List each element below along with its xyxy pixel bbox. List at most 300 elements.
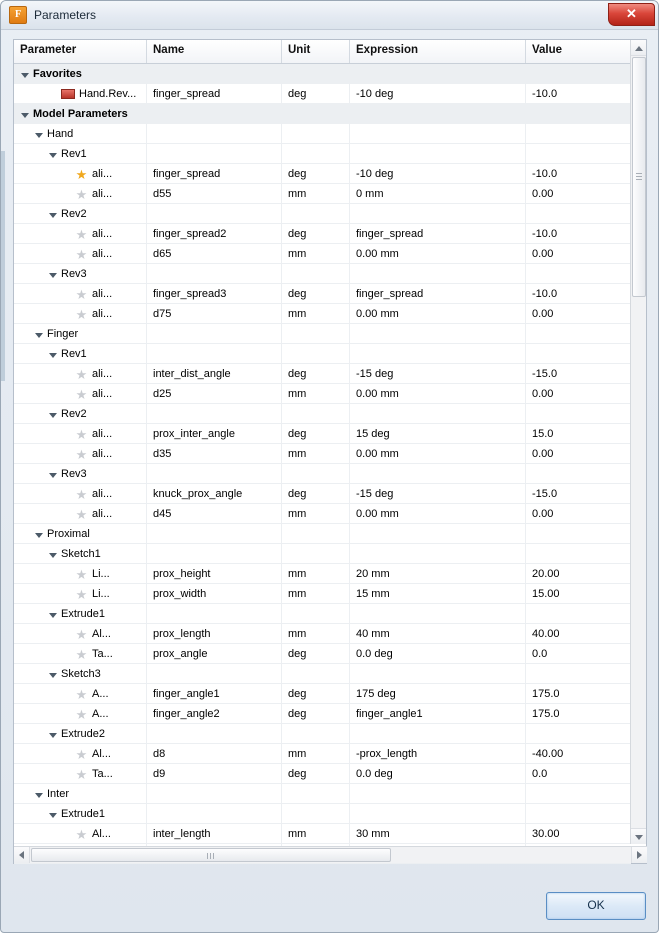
table-row[interactable] — [14, 144, 631, 164]
cell-unit[interactable] — [282, 804, 350, 823]
cell-name[interactable]: prox_height — [147, 564, 282, 583]
cell-value[interactable]: 20.00 — [532, 568, 560, 580]
cell-expression[interactable]: 15 deg — [350, 424, 526, 443]
cell-parameter — [14, 224, 147, 243]
table-row[interactable] — [14, 84, 631, 104]
tree-spacer-icon — [62, 569, 73, 580]
table-row[interactable] — [14, 704, 631, 724]
table-row[interactable] — [14, 124, 631, 144]
cell-name[interactable]: d75 — [147, 304, 282, 323]
table-row[interactable] — [14, 724, 631, 744]
cell-value[interactable] — [526, 324, 630, 343]
cell-expression[interactable]: -10 deg — [350, 164, 526, 183]
horizontal-scroll-thumb[interactable] — [31, 848, 391, 862]
table-row[interactable] — [14, 604, 631, 624]
table-row[interactable] — [14, 384, 631, 404]
cell-value[interactable]: -10.0 — [532, 228, 558, 240]
cell-expression[interactable]: 0.0 deg — [350, 764, 526, 783]
cell-unit[interactable]: mm — [282, 304, 350, 323]
cell-unit[interactable]: deg — [282, 764, 350, 783]
cell-name[interactable] — [147, 124, 282, 143]
cell-unit[interactable]: mm — [282, 444, 350, 463]
cell-unit[interactable]: mm — [282, 504, 350, 523]
parameter-badge-icon — [61, 89, 75, 99]
cell-value[interactable]: 15.00 — [532, 588, 560, 600]
cell-name[interactable] — [147, 524, 282, 543]
expand-arrow-icon[interactable] — [48, 469, 59, 480]
table-row[interactable] — [14, 424, 631, 444]
cell-value[interactable] — [526, 464, 630, 483]
close-icon[interactable]: ✕ — [608, 3, 655, 26]
table-row[interactable] — [14, 184, 631, 204]
cell-value[interactable] — [526, 64, 630, 83]
cell-name[interactable] — [147, 404, 282, 423]
table-row[interactable] — [14, 544, 631, 564]
tree-spacer-icon — [62, 449, 73, 460]
cell-value[interactable] — [526, 804, 630, 823]
cell-expression[interactable]: finger_spread — [350, 224, 526, 243]
table-row[interactable] — [14, 584, 631, 604]
favorite-star-icon[interactable]: ★ — [75, 826, 88, 842]
expand-arrow-icon[interactable] — [48, 269, 59, 280]
cell-expression[interactable] — [350, 524, 526, 543]
cell-name[interactable] — [147, 344, 282, 363]
cell-name[interactable]: d55 — [147, 184, 282, 203]
expand-arrow-icon[interactable] — [34, 129, 45, 140]
cell-parameter — [14, 264, 147, 283]
cell-parameter — [14, 164, 147, 183]
expand-arrow-icon[interactable] — [20, 109, 31, 120]
cell-unit[interactable]: mm — [282, 244, 350, 263]
cell-name[interactable] — [147, 724, 282, 743]
scroll-right-icon[interactable] — [631, 847, 647, 863]
cell-unit[interactable]: mm — [282, 384, 350, 403]
parameter-label: ali... — [92, 388, 113, 400]
tree-spacer-icon — [62, 289, 73, 300]
cell-value[interactable]: 30.00 — [532, 828, 560, 840]
cell-unit[interactable] — [282, 204, 350, 223]
expand-arrow-icon[interactable] — [34, 329, 45, 340]
cell-unit[interactable]: deg — [282, 284, 350, 303]
table-rows — [14, 64, 631, 844]
cell-name[interactable] — [147, 104, 282, 123]
cell-expression[interactable] — [350, 144, 526, 163]
favorite-star-icon[interactable]: ★ — [75, 586, 88, 602]
cell-name[interactable] — [147, 144, 282, 163]
cell-unit[interactable] — [282, 124, 350, 143]
parameters-table — [13, 39, 647, 864]
cell-name[interactable] — [147, 604, 282, 623]
favorite-star-icon[interactable]: ★ — [75, 506, 88, 522]
table-row[interactable] — [14, 504, 631, 524]
cell-unit[interactable] — [282, 264, 350, 283]
cell-unit[interactable] — [282, 544, 350, 563]
parameter-label: Rev2 — [61, 408, 87, 420]
cell-name[interactable] — [147, 64, 282, 83]
parameter-label: Extrude1 — [61, 808, 106, 820]
cell-expression[interactable]: 0.00 mm — [350, 244, 526, 263]
cell-name[interactable]: prox_inter_angle — [147, 424, 282, 443]
parameter-label: ali... — [92, 508, 113, 520]
table-row[interactable] — [14, 164, 631, 184]
table-row[interactable] — [14, 684, 631, 704]
cell-name[interactable]: knuck_prox_angle — [147, 484, 282, 503]
cell-value[interactable] — [526, 144, 630, 163]
cell-expression[interactable]: 0.00 mm — [350, 504, 526, 523]
cell-value[interactable] — [526, 264, 630, 283]
cell-parameter — [14, 724, 147, 743]
cell-value[interactable]: 175.0 — [532, 708, 560, 720]
cell-unit[interactable] — [282, 604, 350, 623]
parameter-label: Hand — [47, 128, 74, 140]
cell-parameter — [14, 664, 147, 683]
cell-expression[interactable]: -15 deg — [350, 484, 526, 503]
parameter-label: Proximal — [47, 528, 90, 540]
table-row[interactable] — [14, 484, 631, 504]
table-row[interactable] — [14, 744, 631, 764]
cell-unit[interactable]: deg — [282, 704, 350, 723]
cell-name[interactable] — [147, 804, 282, 823]
parameter-label: Rev2 — [61, 208, 87, 220]
expand-arrow-icon[interactable] — [48, 729, 59, 740]
table-row[interactable] — [14, 344, 631, 364]
cell-expression[interactable] — [350, 124, 526, 143]
cell-unit[interactable]: mm — [282, 564, 350, 583]
expand-arrow-icon[interactable] — [48, 409, 59, 420]
column-header-value[interactable]: Value — [532, 44, 563, 56]
tree-spacer-icon — [62, 429, 73, 440]
cell-expression[interactable] — [350, 404, 526, 423]
table-row[interactable] — [14, 464, 631, 484]
expand-arrow-icon[interactable] — [34, 789, 45, 800]
cell-expression[interactable]: 15 mm — [350, 584, 526, 603]
scroll-up-icon[interactable] — [631, 40, 646, 56]
cell-unit[interactable]: mm — [282, 624, 350, 643]
expand-arrow-icon[interactable] — [48, 669, 59, 680]
favorite-star-icon[interactable]: ★ — [75, 766, 88, 782]
scroll-left-icon[interactable] — [14, 847, 30, 863]
cell-expression[interactable]: -15 deg — [350, 364, 526, 383]
dialog-content — [1, 29, 658, 932]
cell-name[interactable] — [147, 464, 282, 483]
tree-spacer-icon — [62, 169, 73, 180]
cell-unit[interactable] — [282, 464, 350, 483]
cell-expression[interactable] — [350, 464, 526, 483]
cell-name[interactable]: inter_length — [147, 824, 282, 843]
cell-value[interactable]: 15.0 — [532, 428, 554, 440]
cell-parameter — [14, 524, 147, 543]
cell-unit[interactable]: deg — [282, 424, 350, 443]
cell-unit[interactable]: mm — [282, 744, 350, 763]
parameter-label: Sketch1 — [61, 548, 101, 560]
parameter-label: ali... — [92, 488, 113, 500]
table-row[interactable] — [14, 784, 631, 804]
cell-parameter — [14, 204, 147, 223]
cell-unit[interactable]: deg — [282, 84, 350, 103]
cell-expression[interactable]: 0.00 mm — [350, 444, 526, 463]
cell-expression[interactable] — [350, 104, 526, 123]
cell-unit[interactable]: mm — [282, 584, 350, 603]
cell-name[interactable]: inter_dist_angle — [147, 364, 282, 383]
cell-value[interactable]: 0.0 — [532, 648, 548, 660]
table-row[interactable] — [14, 364, 631, 384]
cell-name[interactable]: finger_spread2 — [147, 224, 282, 243]
cell-value[interactable] — [526, 104, 630, 123]
table-row[interactable] — [14, 284, 631, 304]
table-row[interactable] — [14, 824, 631, 844]
cell-expression[interactable] — [350, 804, 526, 823]
cell-expression[interactable] — [350, 64, 526, 83]
column-header-name[interactable]: Name — [147, 40, 282, 63]
cell-unit[interactable] — [282, 104, 350, 123]
table-row[interactable] — [14, 444, 631, 464]
cell-parameter — [14, 684, 147, 703]
cell-unit[interactable] — [282, 784, 350, 803]
favorite-star-icon[interactable]: ★ — [75, 686, 88, 702]
expand-arrow-icon[interactable] — [48, 349, 59, 360]
favorite-star-icon[interactable]: ★ — [75, 366, 88, 382]
cell-expression[interactable] — [350, 664, 526, 683]
table-row[interactable] — [14, 204, 631, 224]
table-row[interactable] — [14, 244, 631, 264]
tree-spacer-icon — [62, 509, 73, 520]
cell-unit[interactable] — [282, 524, 350, 543]
vertical-scrollbar[interactable] — [630, 40, 646, 844]
cell-unit[interactable] — [282, 664, 350, 683]
favorite-star-icon[interactable]: ★ — [75, 186, 88, 202]
table-row[interactable] — [14, 304, 631, 324]
cell-name[interactable] — [147, 324, 282, 343]
table-row[interactable] — [14, 324, 631, 344]
table-row[interactable] — [14, 564, 631, 584]
cell-parameter — [14, 324, 147, 343]
tree-spacer-icon — [62, 189, 73, 200]
tree-spacer-icon — [62, 489, 73, 500]
cell-expression[interactable] — [350, 324, 526, 343]
cell-expression[interactable]: 0.0 deg — [350, 644, 526, 663]
parameter-label: ali... — [92, 448, 113, 460]
table-row[interactable] — [14, 764, 631, 784]
cell-name[interactable] — [147, 544, 282, 563]
favorite-star-icon[interactable]: ★ — [75, 286, 88, 302]
cell-unit[interactable] — [282, 324, 350, 343]
table-row[interactable] — [14, 624, 631, 644]
tree-spacer-icon — [48, 89, 59, 100]
favorite-star-icon[interactable]: ★ — [75, 486, 88, 502]
table-row[interactable] — [14, 264, 631, 284]
cell-name[interactable] — [147, 204, 282, 223]
cell-expression[interactable] — [350, 264, 526, 283]
cell-value[interactable] — [526, 344, 630, 363]
tree-spacer-icon — [62, 249, 73, 260]
cell-unit[interactable]: deg — [282, 224, 350, 243]
cell-name[interactable]: d8 — [147, 744, 282, 763]
favorite-star-icon[interactable]: ★ — [75, 446, 88, 462]
favorite-star-icon[interactable]: ★ — [75, 566, 88, 582]
cell-value[interactable] — [526, 204, 630, 223]
cell-name[interactable]: finger_spread — [147, 164, 282, 183]
cell-unit[interactable]: deg — [282, 644, 350, 663]
scroll-down-icon[interactable] — [631, 828, 646, 844]
expand-arrow-icon[interactable] — [48, 209, 59, 220]
cell-parameter — [14, 444, 147, 463]
cell-value[interactable] — [526, 544, 630, 563]
cell-expression[interactable]: 0 mm — [350, 184, 526, 203]
cell-expression[interactable] — [350, 604, 526, 623]
cell-value[interactable]: -40.00 — [532, 748, 564, 760]
expand-arrow-icon[interactable] — [48, 809, 59, 820]
favorite-star-icon[interactable]: ★ — [75, 426, 88, 442]
cell-expression[interactable]: -prox_length — [350, 744, 526, 763]
cell-expression[interactable]: 30 mm — [350, 824, 526, 843]
column-header-expression[interactable]: Expression — [350, 40, 526, 63]
cell-expression[interactable] — [350, 724, 526, 743]
cell-name[interactable]: d65 — [147, 244, 282, 263]
table-row[interactable] — [14, 104, 631, 124]
cell-name[interactable]: prox_length — [147, 624, 282, 643]
parameter-label: Rev3 — [61, 268, 87, 280]
cell-value[interactable]: 175.0 — [532, 688, 560, 700]
parameter-label: Al... — [92, 828, 111, 840]
table-row[interactable] — [14, 664, 631, 684]
cell-value[interactable]: -15.0 — [532, 488, 558, 500]
favorite-star-icon[interactable]: ★ — [75, 626, 88, 642]
parameter-label: Favorites — [33, 68, 82, 80]
cell-unit[interactable]: deg — [282, 164, 350, 183]
cell-parameter — [14, 284, 147, 303]
cell-parameter — [14, 64, 147, 83]
cell-unit[interactable]: mm — [282, 184, 350, 203]
favorite-star-icon[interactable]: ★ — [75, 386, 88, 402]
parameter-label: A... — [92, 708, 109, 720]
parameter-label: Extrude2 — [61, 728, 106, 740]
cell-name[interactable]: d25 — [147, 384, 282, 403]
favorite-star-icon[interactable]: ★ — [75, 746, 88, 762]
cell-value[interactable]: 0.00 — [532, 508, 554, 520]
cell-expression[interactable]: 0.00 mm — [350, 304, 526, 323]
cell-unit[interactable]: deg — [282, 684, 350, 703]
cell-parameter — [14, 544, 147, 563]
cell-name[interactable]: finger_angle1 — [147, 684, 282, 703]
table-row[interactable] — [14, 524, 631, 544]
vertical-scroll-thumb[interactable] — [632, 57, 646, 297]
cell-value[interactable]: 40.00 — [532, 628, 560, 640]
cell-expression[interactable]: finger_angle1 — [350, 704, 526, 723]
cell-unit[interactable] — [282, 64, 350, 83]
parameter-label: Finger — [47, 328, 79, 340]
cell-name[interactable]: prox_angle — [147, 644, 282, 663]
table-row[interactable] — [14, 404, 631, 424]
cell-unit[interactable] — [282, 344, 350, 363]
favorite-star-icon[interactable]: ★ — [75, 646, 88, 662]
fusion-f-icon: F — [9, 6, 27, 24]
favorite-star-filled-icon[interactable]: ★ — [75, 166, 88, 182]
cell-value[interactable] — [526, 784, 630, 803]
cell-name[interactable] — [147, 784, 282, 803]
cell-unit[interactable] — [282, 724, 350, 743]
cell-expression[interactable]: 175 deg — [350, 684, 526, 703]
cell-value[interactable] — [526, 524, 630, 543]
cell-expression[interactable] — [350, 204, 526, 223]
cell-value[interactable]: 0.00 — [532, 448, 554, 460]
parameter-label: ali... — [92, 368, 113, 380]
cell-expression[interactable]: 40 mm — [350, 624, 526, 643]
cell-expression[interactable]: -10 deg — [350, 84, 526, 103]
cell-expression[interactable] — [350, 344, 526, 363]
parameter-label: ali... — [92, 308, 113, 320]
column-header-parameter[interactable]: Parameter — [14, 40, 147, 63]
cell-parameter — [14, 464, 147, 483]
cell-value[interactable]: 0.00 — [532, 308, 554, 320]
table-row[interactable] — [14, 644, 631, 664]
cell-value[interactable]: 0.00 — [532, 188, 554, 200]
column-header-unit[interactable]: Unit — [282, 40, 350, 63]
parameter-label: Ta... — [92, 768, 113, 780]
favorite-star-icon[interactable]: ★ — [75, 226, 88, 242]
cell-value[interactable]: 0.00 — [532, 388, 554, 400]
cell-expression[interactable]: 0.00 mm — [350, 384, 526, 403]
cell-parameter — [14, 124, 147, 143]
cell-value[interactable]: -10.0 — [532, 168, 558, 180]
cell-value[interactable] — [526, 124, 630, 143]
table-row[interactable] — [14, 64, 631, 84]
parameter-label: Li... — [92, 588, 110, 600]
expand-arrow-icon[interactable] — [34, 529, 45, 540]
cell-unit[interactable] — [282, 144, 350, 163]
cell-value[interactable] — [526, 724, 630, 743]
cell-name[interactable]: prox_width — [147, 584, 282, 603]
cell-value[interactable]: -10.0 — [532, 88, 558, 100]
cell-unit[interactable]: deg — [282, 484, 350, 503]
cell-name[interactable] — [147, 664, 282, 683]
cell-value[interactable] — [526, 604, 630, 623]
cell-expression[interactable] — [350, 784, 526, 803]
parameter-label: Al... — [92, 748, 111, 760]
favorite-star-icon[interactable]: ★ — [75, 246, 88, 262]
table-row[interactable] — [14, 804, 631, 824]
expand-arrow-icon[interactable] — [48, 549, 59, 560]
cell-value[interactable]: 0.00 — [532, 248, 554, 260]
cell-value[interactable] — [526, 404, 630, 423]
expand-arrow-icon[interactable] — [48, 149, 59, 160]
table-row[interactable] — [14, 224, 631, 244]
cell-expression[interactable]: finger_spread — [350, 284, 526, 303]
cell-unit[interactable]: deg — [282, 364, 350, 383]
cell-name[interactable]: d9 — [147, 764, 282, 783]
cell-value[interactable]: 0.0 — [532, 768, 548, 780]
cell-name[interactable]: finger_spread3 — [147, 284, 282, 303]
cell-name[interactable]: d35 — [147, 444, 282, 463]
cell-unit[interactable]: mm — [282, 824, 350, 843]
cell-name[interactable]: finger_spread — [147, 84, 282, 103]
ok-button[interactable]: OK — [546, 892, 646, 920]
cell-name[interactable]: d45 — [147, 504, 282, 523]
cell-name[interactable] — [147, 264, 282, 283]
expand-arrow-icon[interactable] — [20, 69, 31, 80]
cell-value[interactable] — [526, 664, 630, 683]
cell-parameter — [14, 644, 147, 663]
cell-name[interactable]: finger_angle2 — [147, 704, 282, 723]
horizontal-scrollbar[interactable] — [14, 846, 647, 863]
cell-value[interactable]: -15.0 — [532, 368, 558, 380]
cell-expression[interactable]: 20 mm — [350, 564, 526, 583]
expand-arrow-icon[interactable] — [48, 609, 59, 620]
cell-expression[interactable] — [350, 544, 526, 563]
cell-value[interactable]: -10.0 — [532, 288, 558, 300]
favorite-star-icon[interactable]: ★ — [75, 706, 88, 722]
cell-unit[interactable] — [282, 404, 350, 423]
favorite-star-icon[interactable]: ★ — [75, 306, 88, 322]
